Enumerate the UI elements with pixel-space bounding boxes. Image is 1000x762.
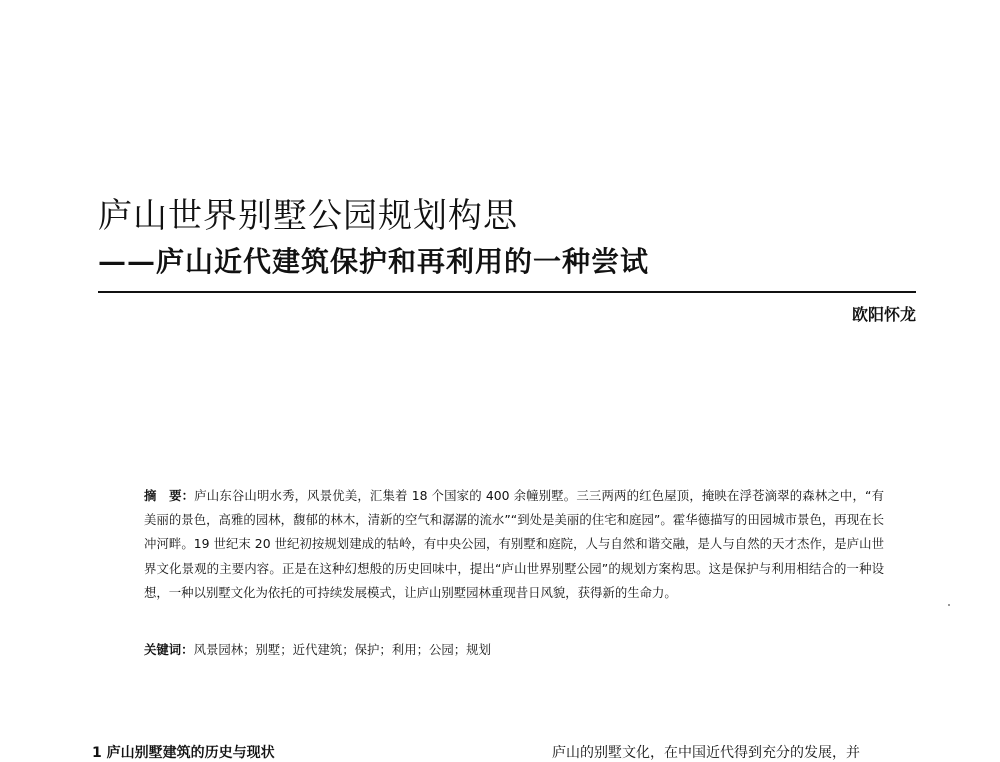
paper-title: 庐山世界别墅公园规划构思 xyxy=(98,196,518,236)
abstract-label: 摘 要： xyxy=(144,488,195,503)
title-rule xyxy=(98,291,916,293)
section-heading: 1 庐山别墅建筑的历史与现状 xyxy=(92,745,275,761)
abstract xyxy=(144,484,884,605)
column-2-text: 庐山的别墅文化，在中国近代得到充分的发展，并 xyxy=(552,745,860,761)
keywords xyxy=(144,640,884,660)
author-name: 欧阳怀龙 xyxy=(851,305,916,324)
paper-subtitle: ——庐山近代建筑保护和再利用的一种尝试 xyxy=(98,245,650,278)
keywords-text: 风景园林；别墅；近代建筑；保护；利用；公园；规划 xyxy=(193,642,491,657)
scan-speck xyxy=(948,604,950,606)
abstract-text: 庐山东谷山明水秀，风景优美，汇集着 18 个国家的 400 余幢别墅。三三两两的红色屋顶，掩映在浮苍滴翠的森林之中，“有美丽的景色，高雅的园林，馥郁的林木，清新的空气和潺潺的流水”“到处是美丽的住宅和庭园”。霍华德描写的田园城市景色，再现在长冲河畔。19 世纪末 20 世纪初按规划建成的牯岭，有中央公园，有别墅和庭院，人与自然和谐交融，是人与自然的天才杰作，是庐山世界文化景观的主要内容。正是在这种幻想般的历史回味中，提出“庐山世界别墅公园”的规划方案构思。这是保护与利用相结合的一种设想，一种以别墅文化为依托的可持续发展模式，让庐山别墅园林重现昔日风貌，获得新的生命力。 xyxy=(144,488,885,600)
keywords-label: 关键词： xyxy=(144,642,194,657)
